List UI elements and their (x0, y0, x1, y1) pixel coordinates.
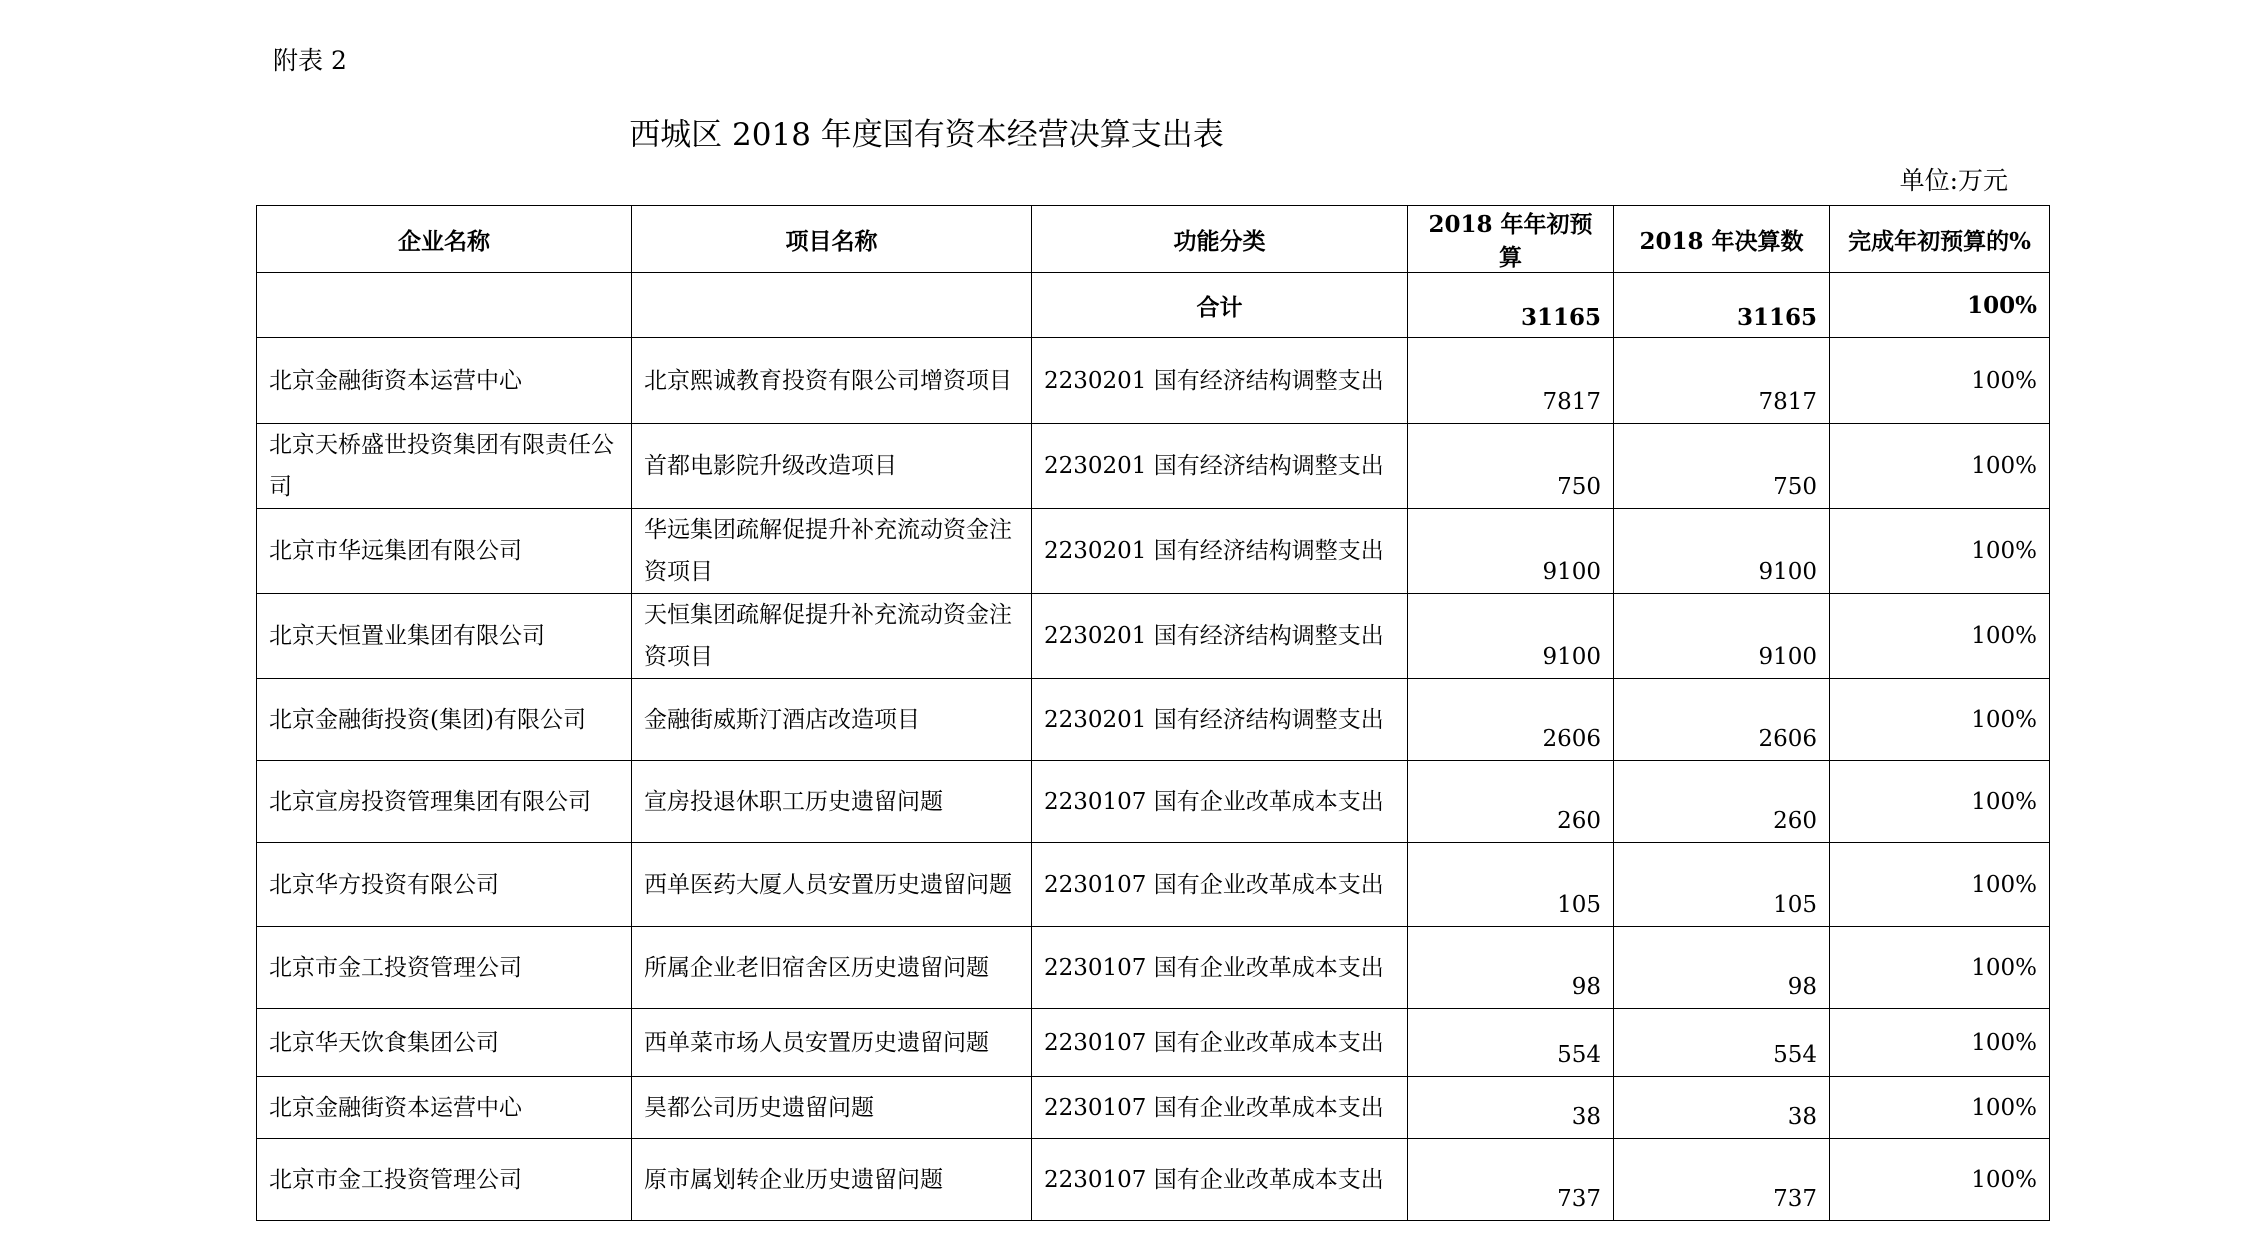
header-project: 项目名称 (632, 206, 1032, 273)
company-cell: 北京华天饮食集团公司 (257, 1009, 632, 1077)
header-final: 2018 年决算数 (1614, 206, 1830, 273)
table-row (257, 1139, 2050, 1221)
completion-cell: 100% (1830, 338, 2050, 424)
unit-label: 单位:万元 (1899, 166, 2008, 195)
function-cell: 2230107 国有企业改革成本支出 (1032, 1077, 1408, 1139)
final-cell: 9100 (1614, 509, 1830, 594)
budget-cell: 105 (1408, 843, 1614, 927)
final-cell: 7817 (1614, 338, 1830, 424)
completion-cell: 100% (1830, 761, 2050, 843)
total-company-cell (257, 273, 632, 338)
budget-cell: 7817 (1408, 338, 1614, 424)
budget-cell: 750 (1408, 424, 1614, 509)
table-row (257, 424, 2050, 509)
function-cell: 2230107 国有企业改革成本支出 (1032, 927, 1408, 1009)
company-cell: 北京市金工投资管理公司 (257, 927, 632, 1009)
final-cell: 260 (1614, 761, 1830, 843)
project-cell: 宣房投退休职工历史遗留问题 (632, 761, 1032, 843)
company-cell: 北京宣房投资管理集团有限公司 (257, 761, 632, 843)
table-row (257, 927, 2050, 1009)
budget-cell: 2606 (1408, 679, 1614, 761)
company-cell: 北京金融街资本运营中心 (257, 1077, 632, 1139)
total-budget: 31165 (1408, 273, 1614, 338)
document-title: 西城区 2018 年度国有资本经营决算支出表 (629, 117, 1224, 153)
budget-cell: 38 (1408, 1077, 1614, 1139)
final-cell: 98 (1614, 927, 1830, 1009)
project-cell: 西单菜市场人员安置历史遗留问题 (632, 1009, 1032, 1077)
header-row (257, 206, 2050, 273)
project-cell: 所属企业老旧宿舍区历史遗留问题 (632, 927, 1032, 1009)
project-cell: 北京熙诚教育投资有限公司增资项目 (632, 338, 1032, 424)
function-cell: 2230107 国有企业改革成本支出 (1032, 761, 1408, 843)
table-row (257, 1077, 2050, 1139)
table-row (257, 594, 2050, 679)
budget-cell: 9100 (1408, 509, 1614, 594)
budget-cell: 9100 (1408, 594, 1614, 679)
header-company: 企业名称 (257, 206, 632, 273)
budget-cell: 737 (1408, 1139, 1614, 1221)
final-cell: 38 (1614, 1077, 1830, 1139)
final-cell: 737 (1614, 1139, 1830, 1221)
final-cell: 554 (1614, 1009, 1830, 1077)
total-completion: 100% (1830, 273, 2050, 338)
completion-cell: 100% (1830, 927, 2050, 1009)
project-cell: 金融街威斯汀酒店改造项目 (632, 679, 1032, 761)
completion-cell: 100% (1830, 509, 2050, 594)
completion-cell: 100% (1830, 679, 2050, 761)
table-row (257, 761, 2050, 843)
function-cell: 2230201 国有经济结构调整支出 (1032, 338, 1408, 424)
budget-cell: 554 (1408, 1009, 1614, 1077)
completion-cell: 100% (1830, 1077, 2050, 1139)
completion-cell: 100% (1830, 843, 2050, 927)
function-cell: 2230201 国有经济结构调整支出 (1032, 594, 1408, 679)
project-cell: 昊都公司历史遗留问题 (632, 1077, 1032, 1139)
expenditure-table (256, 205, 2050, 1221)
completion-cell: 100% (1830, 1139, 2050, 1221)
company-cell: 北京金融街资本运营中心 (257, 338, 632, 424)
function-cell: 2230107 国有企业改革成本支出 (1032, 1009, 1408, 1077)
table-row (257, 509, 2050, 594)
project-cell: 西单医药大厦人员安置历史遗留问题 (632, 843, 1032, 927)
budget-cell: 260 (1408, 761, 1614, 843)
table-row (257, 843, 2050, 927)
table-row (257, 679, 2050, 761)
total-project-cell (632, 273, 1032, 338)
project-cell: 原市属划转企业历史遗留问题 (632, 1139, 1032, 1221)
header-budget: 2018 年年初预算 (1408, 206, 1614, 273)
final-cell: 2606 (1614, 679, 1830, 761)
final-cell: 750 (1614, 424, 1830, 509)
project-cell: 华远集团疏解促提升补充流动资金注资项目 (632, 509, 1032, 594)
project-cell: 天恒集团疏解促提升补充流动资金注资项目 (632, 594, 1032, 679)
function-cell: 2230201 国有经济结构调整支出 (1032, 679, 1408, 761)
total-row (257, 273, 2050, 338)
completion-cell: 100% (1830, 424, 2050, 509)
final-cell: 105 (1614, 843, 1830, 927)
header-completion: 完成年初预算的% (1830, 206, 2050, 273)
company-cell: 北京市金工投资管理公司 (257, 1139, 632, 1221)
budget-cell: 98 (1408, 927, 1614, 1009)
completion-cell: 100% (1830, 1009, 2050, 1077)
company-cell: 北京天桥盛世投资集团有限责任公司 (257, 424, 632, 509)
table-row (257, 338, 2050, 424)
total-final: 31165 (1614, 273, 1830, 338)
function-cell: 2230107 国有企业改革成本支出 (1032, 843, 1408, 927)
project-cell: 首都电影院升级改造项目 (632, 424, 1032, 509)
function-cell: 2230201 国有经济结构调整支出 (1032, 424, 1408, 509)
company-cell: 北京金融街投资(集团)有限公司 (257, 679, 632, 761)
total-label: 合计 (1032, 273, 1408, 338)
function-cell: 2230107 国有企业改革成本支出 (1032, 1139, 1408, 1221)
company-cell: 北京天恒置业集团有限公司 (257, 594, 632, 679)
function-cell: 2230201 国有经济结构调整支出 (1032, 509, 1408, 594)
attachment-label: 附表 2 (273, 46, 347, 75)
header-function: 功能分类 (1032, 206, 1408, 273)
company-cell: 北京华方投资有限公司 (257, 843, 632, 927)
final-cell: 9100 (1614, 594, 1830, 679)
company-cell: 北京市华远集团有限公司 (257, 509, 632, 594)
table-row (257, 1009, 2050, 1077)
completion-cell: 100% (1830, 594, 2050, 679)
